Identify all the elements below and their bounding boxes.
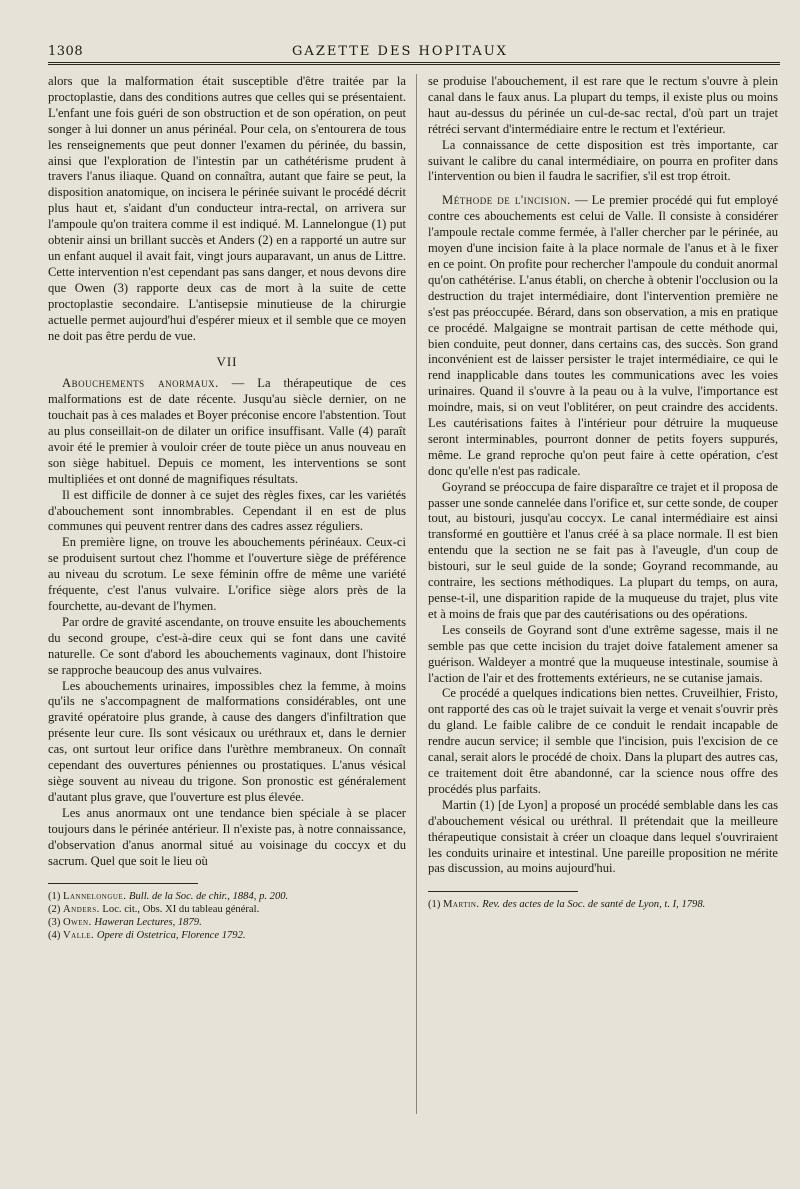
header-rule (48, 62, 780, 65)
paragraph (48, 376, 406, 487)
footnote: (4) Valle. Opere di Ostetrica, Florence 1792. (48, 930, 246, 942)
column-divider (416, 74, 417, 1114)
page-number: 1308 (48, 44, 84, 59)
left-column (48, 74, 406, 942)
footnote: (2) Anders. Loc. cit., Obs. XI du tableau général. (48, 904, 260, 916)
paragraph: La connaissance de cette disposition est très importante, car suivant le calibre du canal intermédiaire, on pourra en profiter dans l'intervention ou bien il faudra le sacrifier, s'il est trop étroit. (428, 137, 778, 184)
footnote-rule (48, 883, 198, 884)
running-title: GAZETTE DES HOPITAUX (292, 44, 508, 59)
footnote-rule (428, 891, 578, 892)
footnote: (1) Lannelongue. Bull. de la Soc. de chir., 1884, p. 200. (48, 891, 289, 903)
paragraph: se produise l'abouchement, il est rare que le rectum s'ouvre à plein canal dans le faux anus. La plupart du temps, il existe plus ou moins haut au-dessus du périnée un cul-de-sac rectal, d'où part un trajet rétréci servant d'intermédiaire entre le rectum et l'extérieur. (428, 74, 778, 136)
paragraph: Goyrand se préoccupa de faire disparaître ce trajet et il proposa de passer une sonde cannelée dans l'orifice et, sur cette sonde, de couper tout, au bistouri, jusqu'au coccyx. Le canal intermédiaire est ainsi transformé en gouttière et l'anus créé à sa place normale. Il est bien entendu que la section ne se fait pas à l'aveugle, d'un coup de bistouri, sur le seul guide de la sonde; Goyrand recommande, au contraire, les sections méthodiques. La plupart du temps, on aura, pense-t-il, une disparition rapide de la muqueuse du trajet, plus vite et à moins de frais que par des cautérisations ou des opérations. (428, 479, 778, 621)
footnote: (3) Owen. Haweran Lectures, 1879. (48, 917, 202, 929)
section-heading: Abouchements anormaux. (62, 376, 219, 391)
section-number: VII (216, 354, 238, 370)
paragraph: alors que la malformation était susceptible d'être traitée par la proctoplastie, dans des conditions autres que celles qui se présentaient. L'enfant une fois guéri de son obstruction et de son opération, on peut songer à lui donner un anus périnéal. Pour cela, on s'entourera de tous les renseignements que peut donner l'examen du périnée, du bassin, ainsi que l'exploration de l'intestin par un cathétérisme prudent à travers l'anus iliaque. Quand on connaîtra, autant que faire se peut, la disposition anatomique, on incisera le périnée suivant le procédé décrit plus haut et, s'aidant d'un conducteur intra-rectal, on arrivera sur l'ampoule qu'on traitera comme il est indiqué. M. Lannelongue (1) put obtenir ainsi un brillant succès et Anders (2) en a rapporté un autre sur un enfant auquel il avait fait, vingt jours auparavant, un anus de Littre. Cette intervention n'est cependant pas sans danger, et nous devons dire que Owen (3) rapporte deux cas de mort à la suite de cette proctoplastie secondaire. L'antisepsie minutieuse de la chirurgie actuelle permet aujourd'hui d'espérer mieux et il semble que ce moyen ne doit pas être perdu de vue. (48, 74, 406, 343)
paragraph-text: — La thérapeutique de ces malformations est de date récente. Jusqu'au siècle dernier, on ne touchait pas à ces malades et Boyer préconise encore l'abstention. Tout au plus conseillait-on de dilater un orifice insuffisant. Valle (4) paraît avoir été le premier à vouloir créer de toute pièce un anus nouveau en son siège habituel. Depuis ce moment, les interventions se sont multipliées et ont donné de magnifiques résultats. (48, 376, 406, 486)
paragraph (428, 193, 778, 479)
paragraph: Les anus anormaux ont une tendance bien spéciale à se placer toujours dans le périnée antérieur. Il n'existe pas, à notre connaissance, d'observation d'anus anormal situé au voisinage du coccyx et du sacrum. Quel que soit le lieu où (48, 805, 406, 868)
paragraph: En première ligne, on trouve les abouchements périnéaux. Ceux-ci se produisent surtout chez l'homme et l'ouverture siège de préférence au niveau du scrotum. Le sexe féminin offre de même une variété fréquente, c'est l'anus vulvaire. L'orifice siège alors près de la fourchette, au-devant de l'hymen. (48, 535, 406, 613)
paragraph: Martin (1) [de Lyon] a proposé un procédé semblable dans les cas d'abouchement vésical ou uréthral. Il prétendait que la meilleure thérapeutique consistait à créer un cloaque dans lequel s'ouvriraient les conduits urinaire et intestinal. Une pareille proposition ne mérite pas discussion, au moins aujourd'hui. (428, 797, 778, 876)
paragraph: Les abouchements urinaires, impossibles chez la femme, à moins qu'ils ne s'accompagnent de malformations considérables, ont une gravité opératoire plus grande, à cause des dangers d'infiltration que présente leur cure. Ils sont vésicaux ou uréthraux et, dans le dernier cas, ont surtout leur orifice dans l'urèthre membraneux. On connaît cependant des ouvertures péniennes ou prostatiques. L'anus vésical siège souvent au niveau du trigone. Son pronostic est généralement d'autant plus grave, que l'ouverture est plus élevée. (48, 678, 406, 804)
paragraph: Les conseils de Goyrand sont d'une extrême sagesse, mais il ne semble pas que cette incision du trajet doive fatalement amener sa guérison. Waldeyer a montré que la muqueuse intestinale, soumise à l'action de l'air et des frottements extérieurs, ne se cutanise jamais. (428, 622, 778, 685)
footnote: (1) Martin. Rev. des actes de la Soc. de santé de Lyon, t. I, 1798. (428, 899, 706, 911)
right-column (428, 74, 778, 911)
paragraph: Ce procédé a quelques indications bien nettes. Cruveilhier, Fristo, ont rapporté des cas où le trajet suivait la verge et venait s'ouvrir près du gland. Le faible calibre de ce conduit le rendait incapable de rendre aucun service; il semble que l'incision, puis l'excision de ce canal, serait alors le procédé de choix. Dans la plupart des autres cas, ce traitement doit être abandonné, car la science nous offre des procédés plus parfaits. (428, 686, 778, 796)
paragraph: Il est difficile de donner à ce sujet des règles fixes, car les variétés d'abouchement sont innombrables. Cependant il en est de plus communes qui peuvent rentrer dans des cadres assez réguliers. (48, 487, 406, 534)
section-heading: Méthode de l'incision. (442, 193, 571, 208)
paragraph-text: — Le premier procédé qui fut employé contre ces abouchements est celui de Valle. Il consiste à considérer l'ampoule rectale comme fermée, à l'aller chercher par le périnée, au moyen d'une incision faite à la place normale de l'anus et à le fixer en ce point. On profite pour rechercher l'ampoule du conduit anormal qu'on cathétérise. L'anus établi, on cherche à obtenir l'occlusion ou la destruction du trajet intermédiaire, dont l'intervention première ne s'est pas préoccupée. Bérard, dans son observation, a mis en pratique ce procédé. Malgaigne se montrait partisan de cette méthode qui, bien conduite, peut donner, dans certains cas, des succès. Son grand inconvénient est de laisser persister le trajet intermédiaire, ce qui le rend inapplicable dans toutes les communications avec les voies urinaires. Quand il s'ouvre à la peau ou à la vulve, l'importance est moindre, mais, si on veut l'oblitérer, on peut craindre des accidents. Les cautérisations faites à l'intérieur pour détruire la muqueuse seront interminables, pourront donner de petits foyers suppurés, même. Le grand reproche qu'on peut faire à cette opération, c'est donc qu'elle n'est pas radicale. (428, 193, 778, 478)
paragraph: Par ordre de gravité ascendante, on trouve ensuite les abouchements du second groupe, c'est-à-dire ceux qui se font dans une cavité naturelle. Ce sont d'abord les abouchements vaginaux, dont l'histoire se rapproche beaucoup des anus vulvaires. (48, 614, 406, 677)
